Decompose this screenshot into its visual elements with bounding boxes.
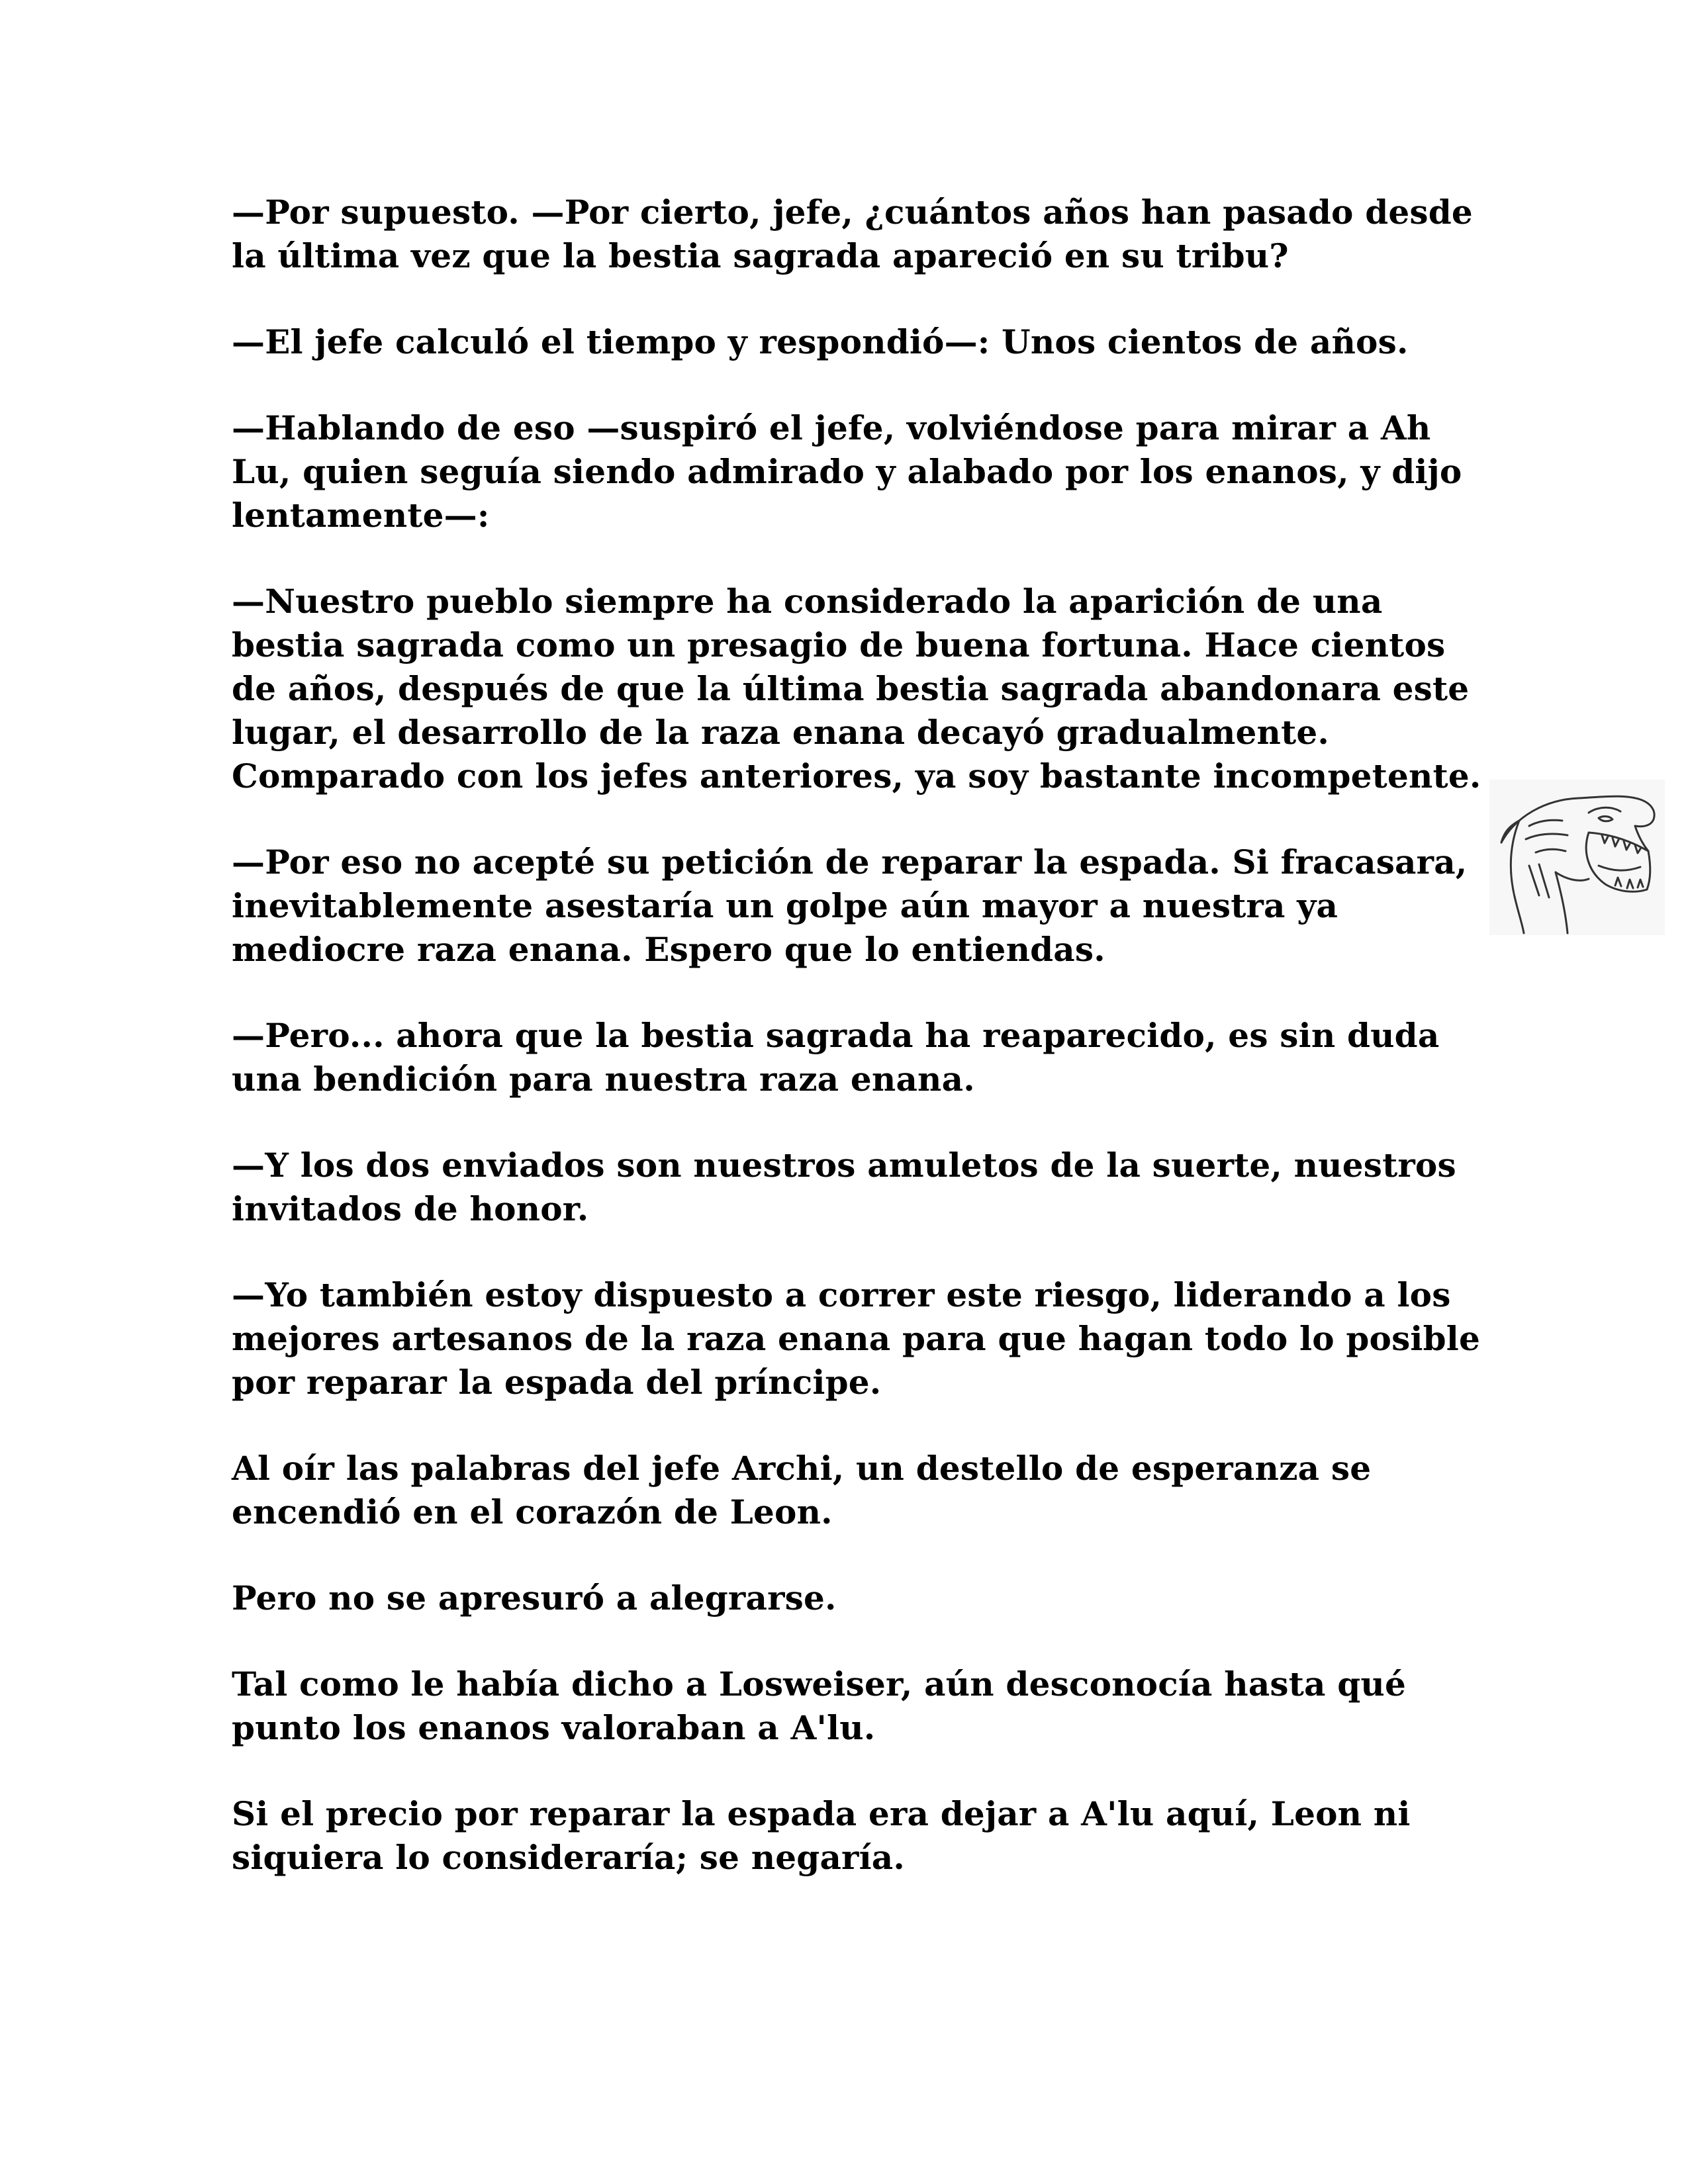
paragraph: —Pero... ahora que la bestia sagrada ha reaparecido, es sin duda una bendición para nuestra raza enana. <box>232 1016 1440 1099</box>
paragraph: Pero no se apresuró a alegrarse. <box>232 1578 837 1617</box>
paragraph: —Nuestro pueblo siempre ha considerado la aparición de una bestia sagrada como un presagio de buena fortuna. Hace cientos de años, después de que la última bestia sagrada abandonara este lugar, el desarrollo de la raza enana decayó gradualmente. Comparado con los jefes anteriores, ya soy bastante incompetente. <box>232 582 1481 796</box>
dinosaur-head-sketch-icon <box>1489 780 1665 935</box>
paragraph: —Por supuesto. —Por cierto, jefe, ¿cuántos años han pasado desde la última vez que la bestia sagrada apareció en su tribu? <box>232 193 1473 275</box>
paragraph: Tal como le había dicho a Losweiser, aún desconocía hasta qué punto los enanos valoraban a A'lu. <box>232 1664 1406 1747</box>
paragraph: —Por eso no acepté su petición de reparar la espada. Si fracasara, inevitablemente asestaría un golpe aún mayor a nuestra ya mediocre raza enana. Espero que lo entiendas. <box>232 842 1468 969</box>
paragraph: —Hablando de eso —suspiró el jefe, volviéndose para mirar a Ah Lu, quien seguía siendo admirado y alabado por los enanos, y dijo lentamente—: <box>232 408 1462 535</box>
paragraph: Al oír las palabras del jefe Archi, un destello de esperanza se encendió en el corazón de Leon. <box>232 1449 1372 1531</box>
body-text <box>232 191 1483 1922</box>
paragraph: Si el precio por reparar la espada era dejar a A'lu aquí, Leon ni siquiera lo consideraría; se negaría. <box>232 1794 1411 1877</box>
paragraph: —Yo también estoy dispuesto a correr este riesgo, liderando a los mejores artesanos de la raza enana para que hagan todo lo posible por reparar la espada del príncipe. <box>232 1275 1480 1402</box>
paragraph: —El jefe calculó el tiempo y respondió—: Unos cientos de años. <box>232 322 1409 361</box>
paragraph: —Y los dos enviados son nuestros amuletos de la suerte, nuestros invitados de honor. <box>232 1146 1456 1228</box>
